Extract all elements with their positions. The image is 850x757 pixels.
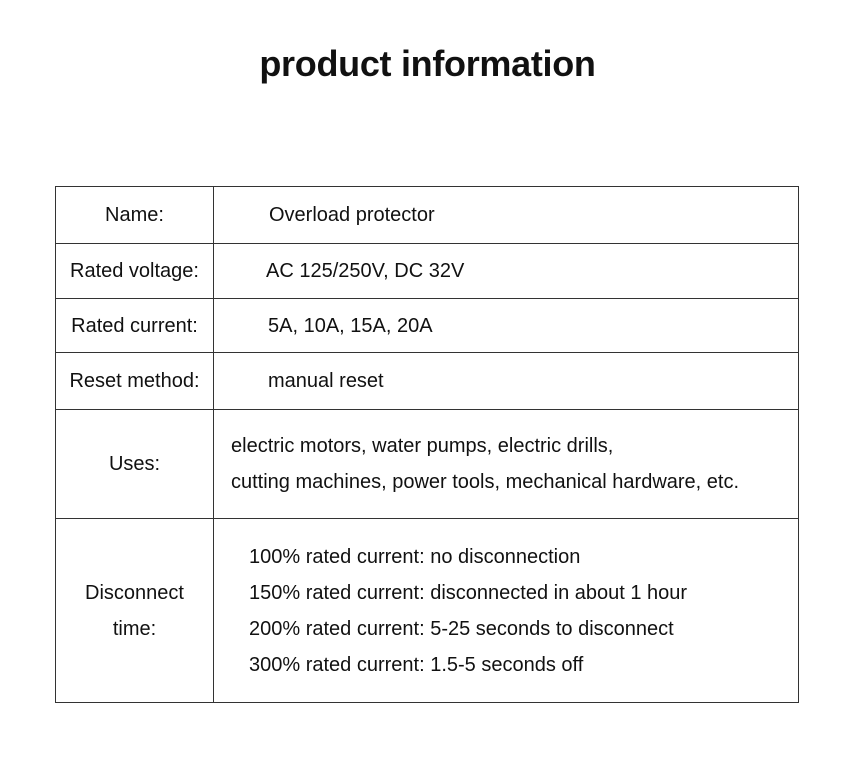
- reset-method-label: Reset method:: [56, 353, 214, 410]
- table-row-rated-voltage: [56, 244, 799, 299]
- reset-method-value: manual reset: [268, 370, 384, 392]
- table-row-name: [56, 187, 799, 244]
- rated-current-value: 5A, 10A, 15A, 20A: [268, 314, 433, 337]
- uses-value: [214, 428, 798, 500]
- page-title: product information: [259, 43, 596, 84]
- disconnect-time-label-line: Disconnect: [85, 581, 184, 604]
- table-row-disconnect-time: [56, 519, 799, 703]
- disconnect-time-line: 300% rated current: 1.5-5 seconds off: [249, 653, 584, 676]
- disconnect-time-line: 200% rated current: 5-25 seconds to disconnect: [249, 617, 674, 640]
- uses-line: electric motors, water pumps, electric drills,: [231, 435, 614, 457]
- disconnect-time-line: 100% rated current: no disconnection: [249, 545, 581, 568]
- table-row-reset-method: [56, 353, 799, 410]
- table-row-uses: [56, 410, 799, 519]
- disconnect-time-label-line: time:: [112, 617, 157, 640]
- table-row-rated-current: [56, 299, 799, 353]
- rated-voltage-label: Rated voltage:: [56, 244, 214, 299]
- rated-current-label: Rated current:: [56, 299, 214, 353]
- disconnect-time-label: [56, 519, 214, 703]
- product-info-table: [55, 186, 799, 703]
- uses-line: cutting machines, power tools, mechanical hardware, etc.: [231, 471, 740, 493]
- rated-voltage-value: AC 125/250V, DC 32V: [266, 260, 465, 282]
- name-label: Name:: [56, 187, 214, 244]
- disconnect-time-value: [214, 539, 798, 683]
- name-value: Overload protector: [269, 204, 435, 226]
- uses-label: Uses:: [56, 410, 214, 519]
- disconnect-time-line: 150% rated current: disconnected in about 1 hour: [249, 581, 688, 604]
